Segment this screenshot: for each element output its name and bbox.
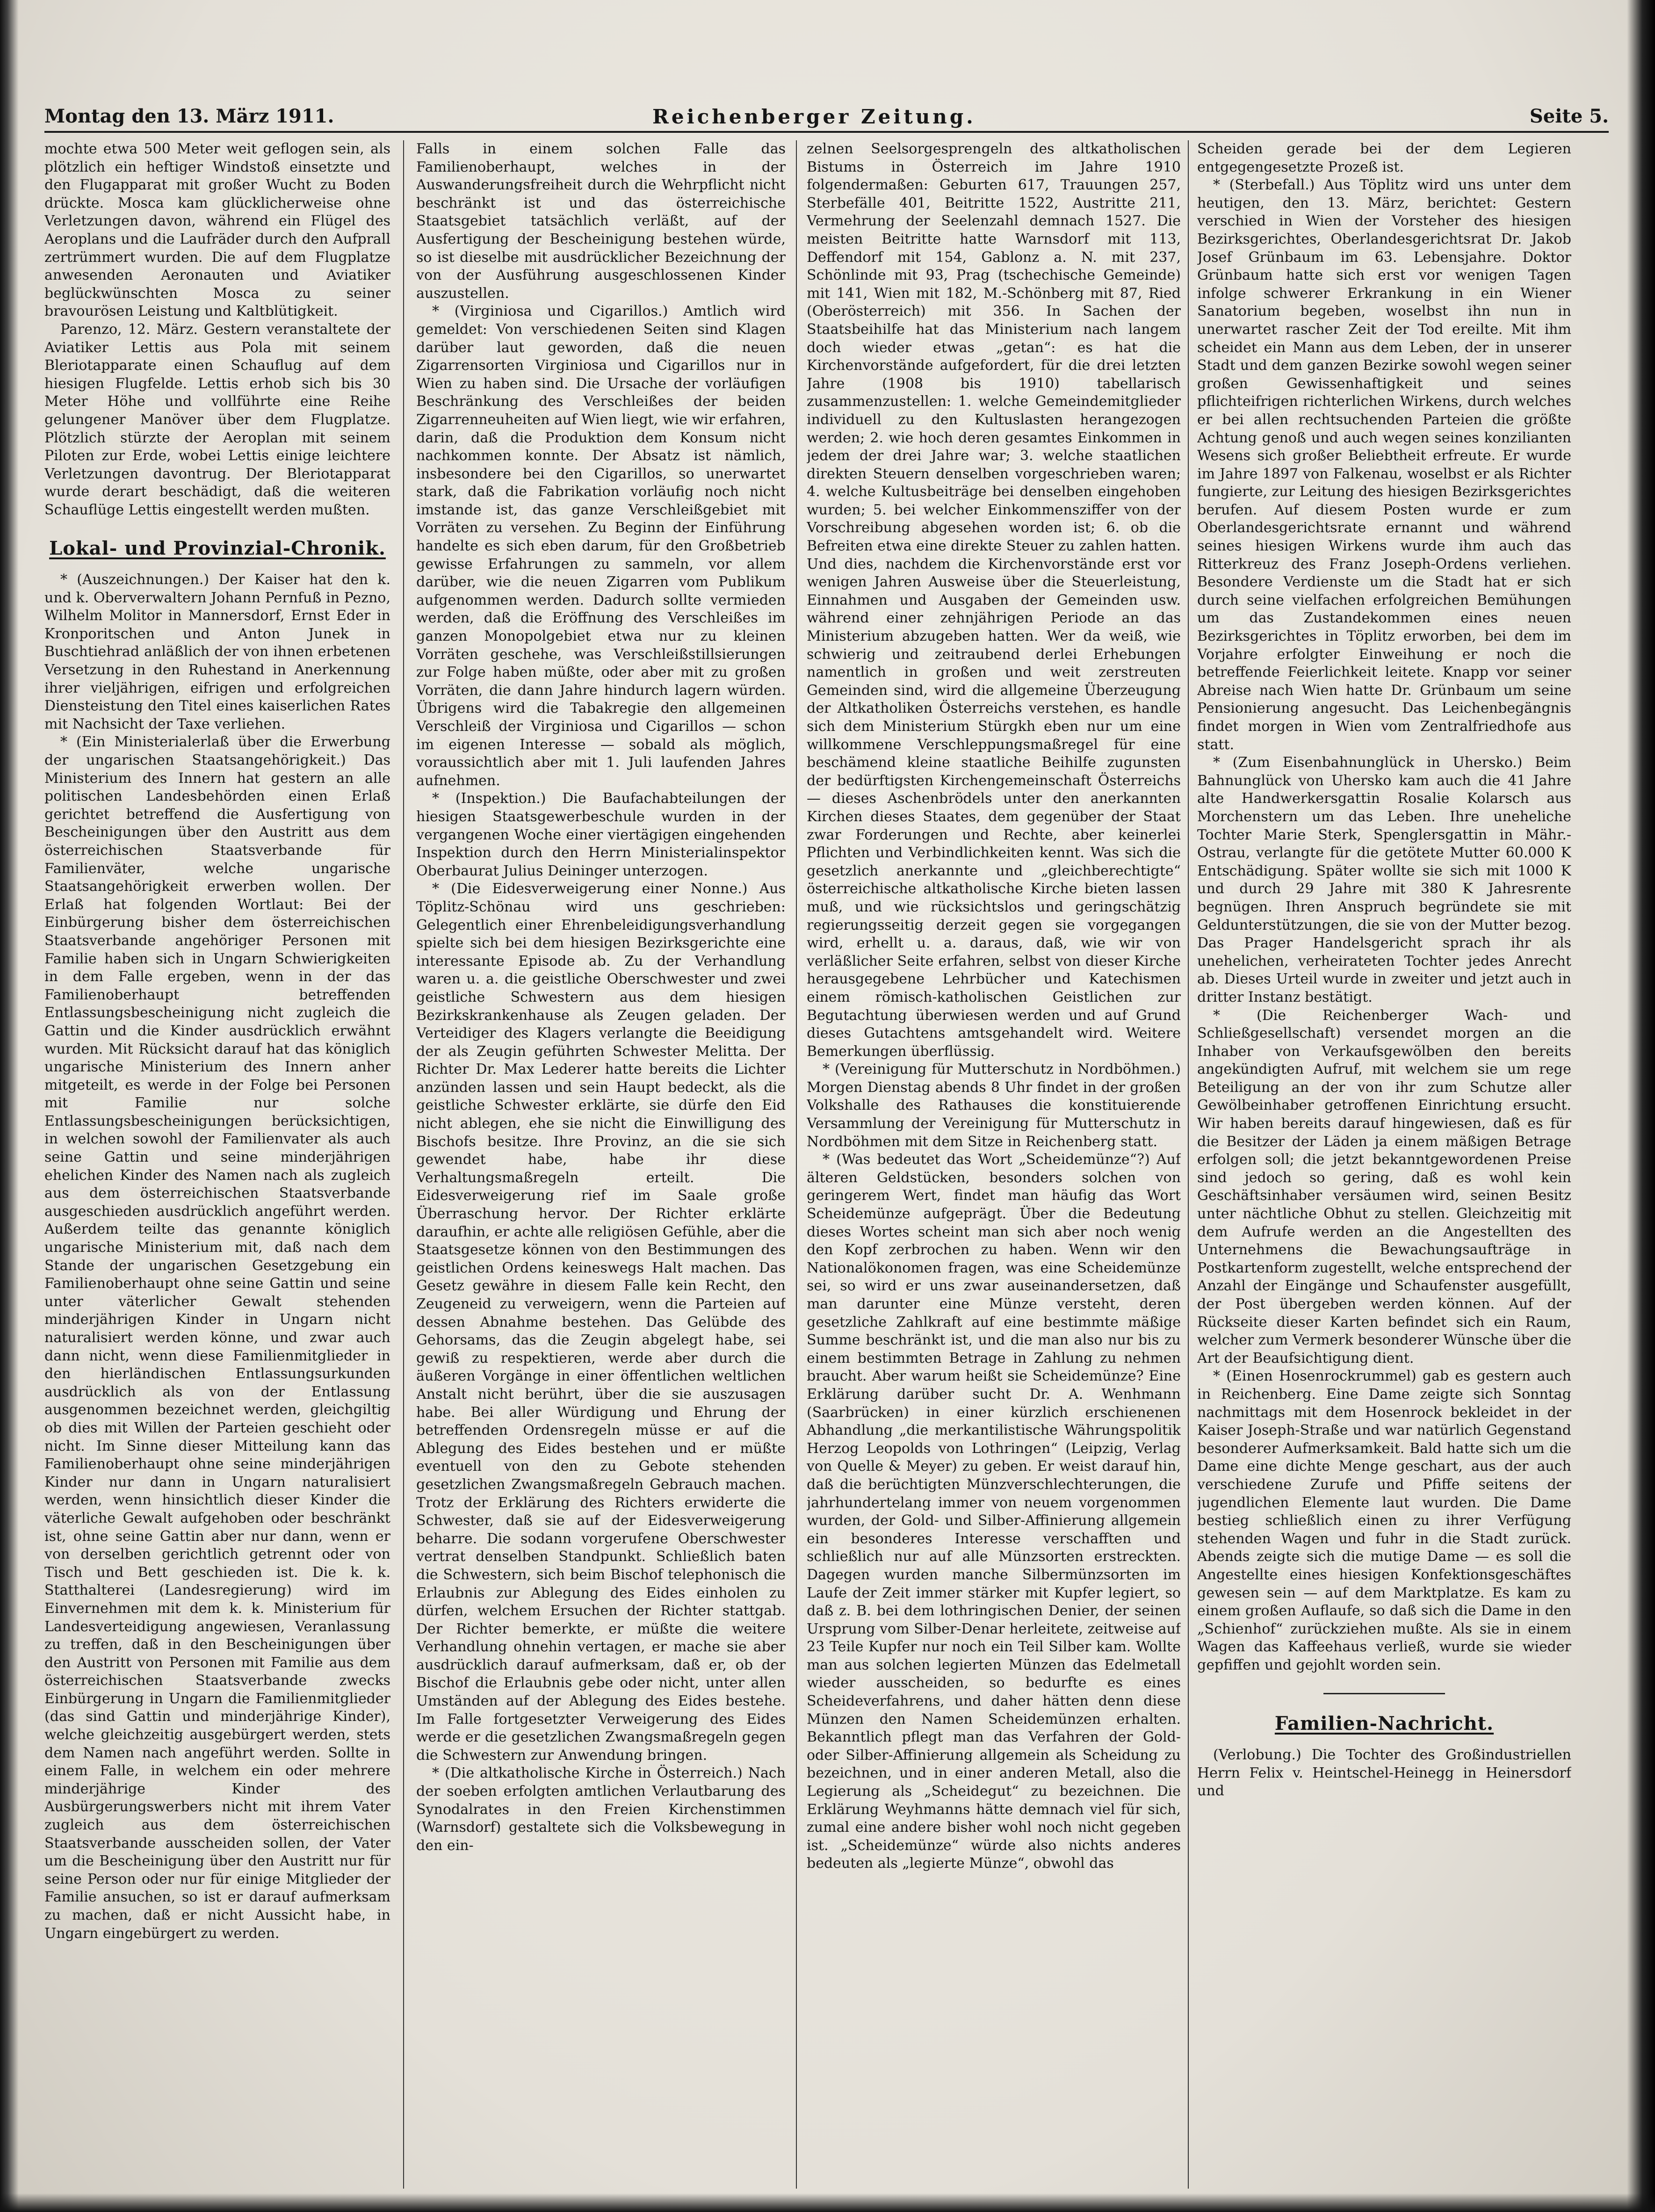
header-rule	[44, 131, 1609, 133]
article-aviation-mosca: mochte etwa 500 Meter weit geflogen sein, als plötzlich ein heftiger Windstoß einsetzte und den Flugapparat mit großer Wucht zu Boden drückte. Mosca kam glücklicherweise ohne Verletzungen davon, während ein Flügel des Aeroplans und die Laufräder durch den Aufprall zertrümmert wurden. Die auf dem Flugplatze anwesenden Aeronauten und Aviatiker beglückwünschten Mosca zu seiner bravourösen Leistung und Kaltblütigkeit.	[44, 141, 390, 320]
article-maternity-protection: * (Vereinigung für Mutterschutz in Nordböhmen.) Morgen Dienstag abends 8 Uhr findet in der großen Volkshalle des Rathauses die konstituierende Versammlung der Vereinigung für Mutterschutz in Nordböhmen mit dem Sitze in Reichenberg statt.	[807, 1061, 1181, 1150]
article-old-catholic-church-cont: zelnen Seelsorgesprengeln des altkatholischen Bistums in Österreich im Jahre 1910 folgendermaßen: Geburten 617, Trauungen 257, Sterbefälle 401, Beitritte 1522, Austritte 211, Vermehrung der Seelenzahl demnach 1527. Die meisten Beitritte hatte Warnsdorf mit 113, Deffendorf mit 154, Gablonz a. N. mit 237, Schönlinde mit 93, Prag (tschechische Gemeinde) mit 141, Wien mit 182, M.-Schönberg mit 87, Ried (Oberösterreich) mit 356. In Sachen der Staatsbeihilfe hat das Ministerium nach langem doch wieder etwas „getan“: es hat die Kirchenvorstände aufgefordert, für die drei letzten Jahre (1908 bis 1910) tabellarisch zusammenzustellen: 1. welche Gemeindemitglieder individuell zu den Kultuslasten herangezogen werden; 2. wie hoch deren gesamtes Einkommen in jedem der drei Jahre war; 3. welche staatlichen direkten Steuern denselben vorgeschrieben waren; 4. welche Kultusbeiträge bei denselben eingehoben wurden; 5. bei welcher Einkommensziffer von der Vorschreibung abgesehen worden ist; 6. ob die Befreiten etwa eine direkte Steuer zu zahlen hatten. Und dies, nachdem die Kirchenvorstände erst vor wenigen Jahren Ausweise über die Steuerleistung, Einnahmen und Ausgaben der Gemeinden usw. während einer zehnjährigen Periode an das Ministerium abzugeben hatten. Wer da weiß, wie schwierig und zeitraubend derlei Erhebungen namentlich in großen und weit zerstreuten Gemeinden sind, wird die allgemeine Überzeugung der Altkatholiken Österreichs verstehen, es handle sich dem Ministerium Stürgkh eben nur um eine willkommene Verschleppungsmaßregel für eine beschämend kleine staatliche Beihilfe zugunsten der bedürftigsten Kirchengemeinschaft Österreichs — dieses Aschenbrödels unter den anerkannten Kirchen dieses Staates, dem gegenüber der Staat zwar Forderungen und Rechte, aber keinerlei Pflichten und Verbindlichkeiten kennt. Was sich die gesetzlich anerkannte und „gleichberechtigte“ österreichische altkatholische Kirche bieten lassen muß, und wie rücksichtslos und geringschätzig regierungsseitig derzeit gegen sie vorgegangen wird, erhellt u. a. daraus, daß, wie wir von verläßlicher Seite erfahren, selbst von dieser Kirche herausgegebene Lehrbücher und Katechismen einem römisch-katholischen Geistlichen zur Begutachtung überwiesen werden und auf Grund dieses Gutachtens amtsgehandelt wird. Weitere Bemerkungen überflüssig.	[807, 141, 1181, 1060]
scan-edge-right	[1627, 0, 1655, 2212]
article-trouser-skirt: * (Einen Hosenrockrummel) gab es gestern auch in Reichenberg. Eine Dame zeigte sich Sonntag nachmittags mit dem Hosenrock bekleidet in der Kaiser Joseph-Straße und war natürlich Gegenstand besonderer Aufmerksamkeit. Bald hatte sich um die Dame eine dichte Menge geschart, aus der auch verschiedene Zurufe und Pfiffe seitens der jugendlichen Elemente laut wurden. Die Dame bestieg schließlich einen zu ihrer Verfügung stehenden Wagen und fuhr in die Stadt zurück. Abends zeigte sich die mutige Dame — es soll die Angestellte eines hiesigen Konfektionsgeschäftes gewesen sein — auf dem Marktplatze. Es kam zu einem großen Auflaufe, so daß sich die Dame in den „Schienhof“ zurückziehen mußte. Als sie in einem Wagen das Kaffeehaus verließ, wurde sie wieder gepfiffen und gejohlt worden sein.	[1197, 1368, 1571, 1673]
article-guard-company: * (Die Reichenberger Wach- und Schließgesellschaft) versendet morgen an die Inhaber von Verkaufsgewölben den bereits angekündigten Aufruf, mit welchem sie um rege Beteiligung an der von ihr zum Schutze aller Gewölbeinhaber getroffenen Einrichtung ersucht. Wir haben bereits darauf hingewiesen, daß es für die Besitzer der Läden ja einem mäßigen Betrage erfolgen soll; die jetzt bekanntgewordenen Preise sind jedoch so gering, daß es wohl kein Geschäftsinhaber versäumen wird, seinen Besitz unter nächtliche Obhut zu stellen. Gleichzeitig mit dem Aufrufe werden an die Angestellten des Unternehmens die Bewachungsaufträge in Postkartenform zugestellt, welche entsprechend der Anzahl der Eingänge und Schaufenster ausgefüllt, der Post übergeben werden können. Auf der Rückseite dieser Karten befindet sich ein Raum, welcher zum Vermerk besonderer Wünsche über die Art der Beaufsichtigung dient.	[1197, 1007, 1571, 1366]
column-3	[807, 140, 1181, 2193]
article-death-notice: * (Sterbefall.) Aus Töplitz wird uns unter dem heutigen, den 13. März, berichtet: Gestern verschied in Wien der Vorsteher des hiesigen Bezirksgerichtes, Oberlandesgerichtsrat Dr. Jakob Josef Grünbaum im 63. Lebensjahre. Doktor Grünbaum hatte sich erst vor wenigen Tagen infolge schwerer Erkrankung in ein Wiener Sanatorium begeben, woselbst ihn nun in unerwartet rascher Zeit der Tod ereilte. Mit ihm scheidet ein Mann aus dem Leben, der in unserer Stadt und dem ganzen Bezirke sowohl wegen seiner großen Gewissenhaftigkeit und seines pflichteifrigen richterlichen Wirkens, durch welches er bei allen rechtsuchenden Parteien die größte Achtung genoß und auch wegen seines konzilianten Wesens sich großer Beliebtheit erfreute. Er wurde im Jahre 1897 von Falkenau, woselbst er als Richter fungierte, zur Leitung des hiesigen Bezirksgerichtes berufen. Auf diesem Posten wurde er zum Oberlandesgerichtsrate ernannt und während seines hiesigen Wirkens wurde ihm auch das Ritterkreuz des Franz Joseph-Ordens verliehen. Besondere Verdienste um die Stadt hat er sich durch seine vielfachen erfolgreichen Bemühungen um das Zustandekommen eines neuen Bezirksgerichtes in Töplitz erworben, bei dem im Vorjahre erfolgter Einweihung er noch die betreffende Feierlichkeit leitete. Knapp vor seiner Abreise nach Wien hatte Dr. Grünbaum um seine Pensionierung angesucht. Das Leichenbegängnis findet morgen in Wien vom Zentralfriedhofe aus statt.	[1197, 177, 1571, 753]
article-old-catholic-church: * (Die altkatholische Kirche in Österreich.) Nach der soeben erfolgten amtlichen Verlautbarung des Synodalrates in den Freien Kirchenstimmen (Warnsdorf) gestaltete sich die Volksbewegung in den ein-	[416, 1765, 786, 1854]
column-rule-3	[1188, 140, 1189, 2189]
newspaper-title: Reichenberger Zeitung.	[652, 105, 976, 128]
article-ministerial-decree: * (Ein Ministerialerlaß über die Erwerbung der ungarischen Staatsangehörigkeit.) Das Ministerium des Innern hat gestern an alle politischen Landesbehörden einen Erlaß gerichtet betreffend die Ausfertigung von Bescheinigungen über den Austritt aus dem österreichischen Staatsverbande für Familienväter, welche ungarische Staatsangehörigkeit erwerben wollen. Der Erlaß hat folgenden Wortlaut: Bei der Einbürgerung bisher dem österreichischen Staatsverbande angehöriger Personen mit Familie haben sich in Ungarn Schwierigkeiten in dem Falle ergeben, wenn in der das Familienoberhaupt betreffenden Entlassungsbescheinigung nicht zugleich die Gattin und die Kinder ausdrücklich erwähnt wurden. Mit Rücksicht darauf hat das königlich ungarische Ministerium des Innern anher mitgeteilt, es werde in der Folge bei Personen mit Familie nur solche Entlassungsbescheinigungen berücksichtigen, in welchen sowohl der Familienvater als auch seine Gattin und seine minderjährigen ehelichen Kinder des Namen nach als zugleich aus dem österreichischen Staatsverbande ausgeschieden ausdrücklich angeführt werden. Außerdem teilte das genannte königlich ungarische Ministerium mit, daß nach dem Stande der ungarischen Gesetzgebung ein Familienoberhaupt ohne seine Gattin und seine unter väterlicher Gewalt stehenden minderjährigen Kinder in Ungarn nicht naturalisiert werden könne, und zwar auch dann nicht, wenn diese Familienmitglieder in den hierländischen Entlassungsurkunden ausdrücklich als von der Entlassung ausgenommen bezeichnet werden, gleichgiltig ob dies mit Willen der Parteien geschieht oder nicht. Im Sinne dieser Mitteilung kann das Familienoberhaupt ohne seine minderjährigen Kinder nur dann in Ungarn naturalisiert werden, wenn hinsichtlich dieser Kinder die väterliche Gewalt aufgehoben oder beschränkt ist, ohne seine Gattin aber nur dann, wenn er von derselben gerichtlich getrennt oder von Tisch und Bett geschieden ist. Die k. k. Statthalterei (Landesregierung) wird im Einvernehmen mit dem k. k. Ministerium für Landesverteidigung angewiesen, Veranlassung zu treffen, daß in den Bescheinigungen über den Austritt von Personen mit Familie aus dem österreichischen Staatsverbande zwecks Einbürgerung in Ungarn die Familienmitglieder (das sind Gattin und minderjährige Kinder), welche gleichzeitig ausgebürgert werden, stets dem Namen nach angeführt werden. Sollte in einem Falle, in welchem ein oder mehrere minderjährige Kinder des Ausbürgerungswerbers nicht mit ihrem Vater zugleich aus dem österreichischen Staatsverbande ausscheiden sollen, der Vater um die Bescheinigung über den Austritt nur für seine Person oder nur für einige Mitglieder der Familie ansuchen, so ist er darauf aufmerksam zu machen, daß er nicht Aussicht habe, in Ungarn eingebürgert zu werden.	[44, 734, 390, 1942]
article-ministerial-decree-cont: Falls in einem solchen Falle das Familienoberhaupt, welches in der Auswanderungsfreiheit durch die Wehrpflicht nicht beschränkt ist und das österreichische Staatsgebiet tatsächlich verläßt, auf der Ausfertigung der Bescheinigung bestehen würde, so ist dieselbe mit ausdrücklicher Bezeichnung der von der Ausführung ausgeschlossenen Kinder auszustellen.	[416, 141, 786, 302]
article-engagement: (Verlobung.) Die Tochter des Großindustriellen Herrn Felix v. Heintschel-Heinegg in Heinersdorf und	[1197, 1747, 1571, 1800]
article-railway-accident: * (Zum Eisenbahnunglück in Uhersko.) Beim Bahnunglück von Uhersko kam auch die 41 Jahre alte Handwerkersgattin Rosalie Kolarsch aus Morchenstern um das Leben. Ihre uneheliche Tochter Marie Sterk, Spenglersgattin in Mähr.-Ostrau, verlangte für die getötete Mutter 60.000 K Entschädigung. Später wollte sie sich mit 1000 K und durch 29 Jahre mit 380 K Jahresrente begnügen. Ihren Anspruch begründete sie mit Geldunterstützungen, die sie von der Mutter bezog. Das Prager Handelsgericht sprach ihr als unehelichen, verheirateten Tochter jedes Anrecht ab. Dieses Urteil wurde in zweiter und jetzt auch in dritter Instanz bestätigt.	[1197, 754, 1571, 1005]
article-aviation-parenzo: Parenzo, 12. März. Gestern veranstaltete der Aviatiker Lettis aus Pola mit seinem Bleriotapparate einen Schauflug auf dem hiesigen Flugfelde. Lettis erhob sich bis 30 Meter Höhe und vollführte eine Reihe gelungener Manöver über dem Flugplatze. Plötzlich stürzte der Aeroplan mit seinem Piloten zur Erde, wobei Lettis einige leichtere Verletzungen davontrug. Der Bleriotapparat wurde derart beschädigt, daß die weiteren Schauflüge Lettis eingestellt werden mußten.	[44, 321, 390, 518]
column-2	[416, 140, 786, 2193]
scan-edge-left	[0, 0, 19, 2212]
page-header	[44, 101, 1609, 133]
section-title-family-news: Familien-Nachricht.	[1274, 1713, 1494, 1735]
column-rule-1	[403, 140, 404, 2189]
issue-date: Montag den 13. März 1911.	[44, 105, 334, 127]
section-divider	[1323, 1693, 1445, 1694]
scan-edge-bottom	[0, 2193, 1655, 2212]
section-title-local-chronicle: Lokal- und Provinzial-Chronik.	[49, 537, 386, 560]
article-virginiosa-cigarillos: * (Virginiosa und Cigarillos.) Amtlich wird gemeldet: Von verschiedenen Seiten sind Klagen darüber laut geworden, daß die neuen Zigarrensorten Virginiosa und Cigarillos nur in Wien zu haben sind. Die Ursache der vorläufigen Beschränkung des Verschleißes der beiden Zigarrenneuheiten auf Wien liegt, wie wir erfahren, darin, daß die Produktion dem Konsum nicht nachkommen konnte. Der Absatz ist nämlich, insbesondere bei den Cigarillos, so unerwartet stark, daß die Fabrikation vorläufig noch nicht imstande ist, das ganze Verschleißgebiet mit Vorräten zu versehen. Zu Beginn der Einführung handelte es sich eben darum, für den Großbetrieb gewisse Erfahrungen zu sammeln, vor allem darüber, wie die neuen Zigarren vom Publikum aufgenommen werden. Dadurch sollte vermieden werden, daß die Eröffnung des Verschleißes im ganzen Monopolgebiet etwa nur zu kleinen Vorräten geschehe, was Verschleißstillsierungen zur Folge haben müßte, oder aber mit zu großen Vorräten, die dann Jahre hindurch lagern würden. Übrigens wird die Tabakregie den allgemeinen Verschleiß der Virginiosa und Cigarillos — schon im eigenen Interesse — sobald als möglich, voraussichtlich aber mit 1. Juli laufenden Jahres aufnehmen.	[416, 303, 786, 789]
page-number: Seite 5.	[1529, 105, 1609, 127]
article-decorations: * (Auszeichnungen.) Der Kaiser hat den k. und k. Oberverwaltern Johann Pernfuß in Pezno, Wilhelm Molitor in Mannersdorf, Ernst Eder in Kronporitschen und Anton Junek in Buschtiehrad anläßlich der von ihnen erbetenen Versetzung in den Ruhestand in Anerkennung ihrer vieljährigen, eifrigen und erfolgreichen Diensteistung den Titel eines kaiserlichen Rates mit Nachsicht der Taxe verliehen.	[44, 571, 390, 732]
article-scheidemuenze: * (Was bedeutet das Wort „Scheidemünze“?) Auf älteren Geldstücken, besonders solchen von geringerem Wert, findet man häufig das Wort Scheidemünze aufgeprägt. Über die Bedeutung dieses Wortes scheint man sich aber noch wenig den Kopf zerbrochen zu haben. Wenn wir den Nationalökonomen fragen, was eine Scheidemünze sei, so wird er uns zwar auseinandersetzen, daß man darunter eine Münze versteht, deren gesetzliche Zahlkraft auf eine bestimmte mäßige Summe beschränkt ist, und die man also nur bis zu einem bestimmten Betrage in Zahlung zu nehmen braucht. Aber warum heißt sie Scheidemünze? Eine Erklärung darüber sucht Dr. A. Wenhmann (Saarbrücken) in einer kürzlich erschienenen Abhandlung „die merkantilistische Währungspolitik Herzog Leopolds von Lothringen“ (Leipzig, Verlag von Quelle & Meyer) zu geben. Er weist darauf hin, daß die berüchtigten Münzverschlechterungen, die jahrhundertelang immer von neuem vorgenommen wurden, der Gold- und Silber-Affinierung allgemein ein besonderes Interesse verschafften und schließlich nur auf alle Münzsorten erstreckten. Dagegen wurden manche Silbermünzsorten im Laufe der Zeit immer stärker mit Kupfer legiert, so daß z. B. bei dem lothringischen Denier, der seinen Ursprung vom Silber-Denar herleitete, zeitweise auf 23 Teile Kupfer nur noch ein Teil Silber kam. Wollte man aus solchen legierten Münzen das Edelmetall wieder ausscheiden, so bedurfte es eines Scheideverfahrens, und daher hätten denn diese Münzen den Namen Scheidemünzen erhalten. Bekanntlich pflegt man das Verfahren der Gold- oder Silber-Affinierung allgemein als Scheidung zu bezeichnen, und in einer anderen Metall, also die Legierung als „Scheidegut“ zu bezeichnen. Die Erklärung Weyhmanns hätte demnach viel für sich, zumal eine andere bisher wohl noch nicht gegeben ist. „Scheidemünze“ würde also nichts anderes bedeuten als „legierte Münze“, obwohl das	[807, 1151, 1181, 1872]
column-1	[44, 140, 390, 2193]
column-4	[1197, 140, 1571, 2193]
article-nun-oath-refusal: * (Die Eidesverweigerung einer Nonne.) Aus Töplitz-Schönau wird uns geschrieben: Gelegentlich einer Ehrenbeleidigungsverhandlung spielte sich bei dem hiesigen Bezirksgerichte eine interessante Episode ab. Zu der Verhandlung waren u. a. die geistliche Oberschwester und zwei geistliche Schwestern aus dem hiesigen Bezirkskrankenhause als Zeugen geladen. Der Verteidiger des Klagers verlangte die Beeidigung der als Zeugin geführten Schwester Melitta. Der Richter Dr. Max Lederer hatte bereits die Lichter anzünden lassen und sein Haupt bedeckt, als die geistliche Schwester erklärte, sie dürfe den Eid nicht ablegen, ehe sie nicht die Einwilligung des Bischofs besitze. Ihre Provinz, an die sie sich gewendet habe, habe ihr diese Verhaltungsmaßregeln erteilt. Die Eidesverweigerung rief im Saale große Überraschung hervor. Der Richter erklärte daraufhin, er achte alle religiösen Gefühle, aber die Staatsgesetze können von den Bestimmungen des geistlichen Ordens keineswegs Halt machen. Das Gesetz gewähre in diesem Falle kein Recht, den Zeugeneid zu verweigern, wenn die Parteien auf dessen Abnahme bestehen. Das Gelübde des Gehorsams, das die Zeugin abgelegt habe, sei gewiß zu respektieren, werde aber durch die äußeren Vorgänge in einer öffentlichen weltlichen Anstalt nicht berührt, über die sie auszusagen habe. Bei aller Würdigung und Ehrung der betreffenden Ordensregeln müsse er auf die Ablegung des Eides bestehen und er müßte eventuell von den zu Gebote stehenden gesetzlichen Zwangsmaßregeln Gebrauch machen. Trotz der Erklärung des Richters erwiderte die Schwester, daß sie auf der Eidesverweigerung beharre. Die sodann vorgerufene Oberschwester vertrat denselben Standpunkt. Schließlich baten die Schwestern, sich beim Bischof telephonisch die Erlaubnis zur Ablegung des Eides einholen zu dürfen, welchem Ersuchen der Richter stattgab. Der Richter bemerkte, er müßte die weitere Verhandlung ohnehin vertagen, er mache sie aber ausdrücklich darauf aufmerksam, daß er, ob der Bischof die Erlaubnis gebe oder nicht, unter allen Umständen auf der Ablegung des Eides bestehe. Im Falle fortgesetzter Verweigerung des Eides werde er die gesetzlichen Zwangsmaßregeln gegen die Schwestern zur Anwendung bringen.	[416, 881, 786, 1764]
column-rule-2	[796, 140, 797, 2189]
article-scheidemuenze-cont: Scheiden gerade bei der dem Legieren entgegengesetzte Prozeß ist.	[1197, 141, 1571, 175]
article-inspection: * (Inspektion.) Die Baufachabteilungen der hiesigen Staatsgewerbeschule wurden in der vergangenen Woche einer viertägigen eingehenden Inspektion durch den Herrn Ministerialinspektor Oberbaurat Julius Deininger unterzogen.	[416, 790, 786, 879]
